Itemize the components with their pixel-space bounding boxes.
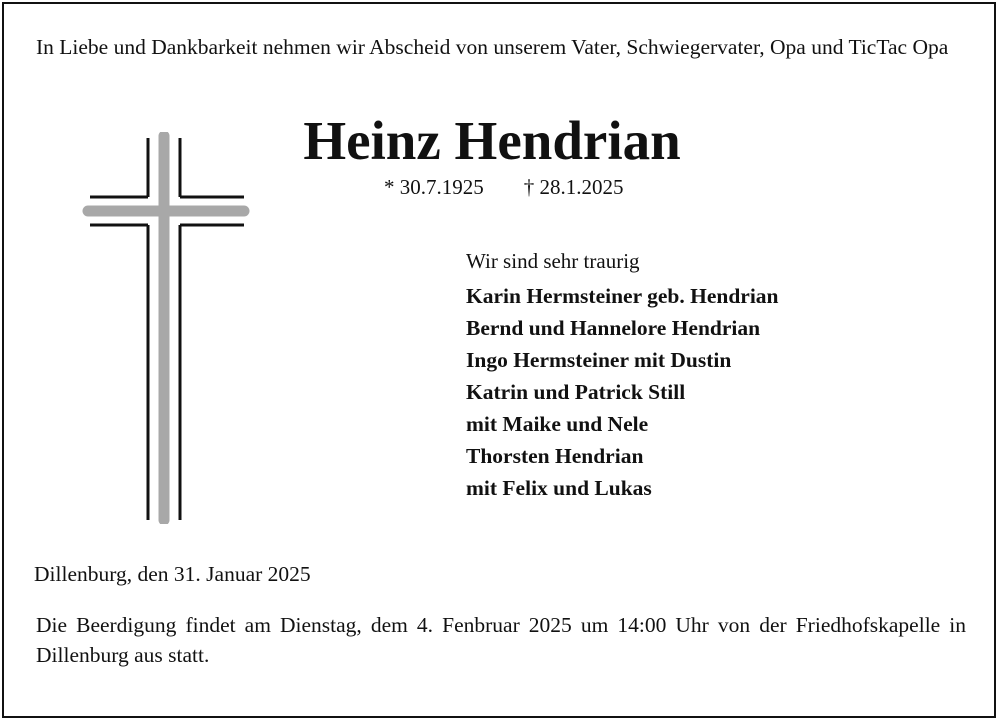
deceased-name-text: Heinz Hendrian — [303, 110, 681, 171]
mourner-1: Karin Hermsteiner geb. Hendrian — [466, 284, 779, 308]
mourner-3: Ingo Hermsteiner mit Dustin — [466, 348, 732, 372]
intro-text: In Liebe und Dankbarkeit nehmen wir Abscheid von unserem Vater, Schwiegervater, Opa und TicTac Opa — [36, 35, 949, 59]
mourner-6: Thorsten Hendrian — [466, 444, 644, 468]
mourners-block — [466, 246, 779, 504]
birth-date: * 30.7.1925 — [384, 175, 484, 199]
mourner-5: mit Maike und Nele — [466, 412, 649, 436]
death-date: † 28.1.2025 — [523, 175, 624, 199]
place-date: Dillenburg, den 31. Januar 2025 — [34, 562, 311, 586]
cross-icon — [82, 132, 252, 524]
funeral-info: Die Beerdigung findet am Dienstag, dem 4. Fenbruar 2025 um 14:00 Uhr von der Friedhofskapelle in Dillenburg aus statt. — [36, 613, 966, 667]
mourner-4: Katrin und Patrick Still — [466, 380, 686, 404]
life-dates — [384, 173, 624, 201]
mourners-lead: Wir sind sehr traurig — [466, 249, 640, 273]
mourner-7: mit Felix und Lukas — [466, 476, 652, 500]
mourner-2: Bernd und Hannelore Hendrian — [466, 316, 761, 340]
